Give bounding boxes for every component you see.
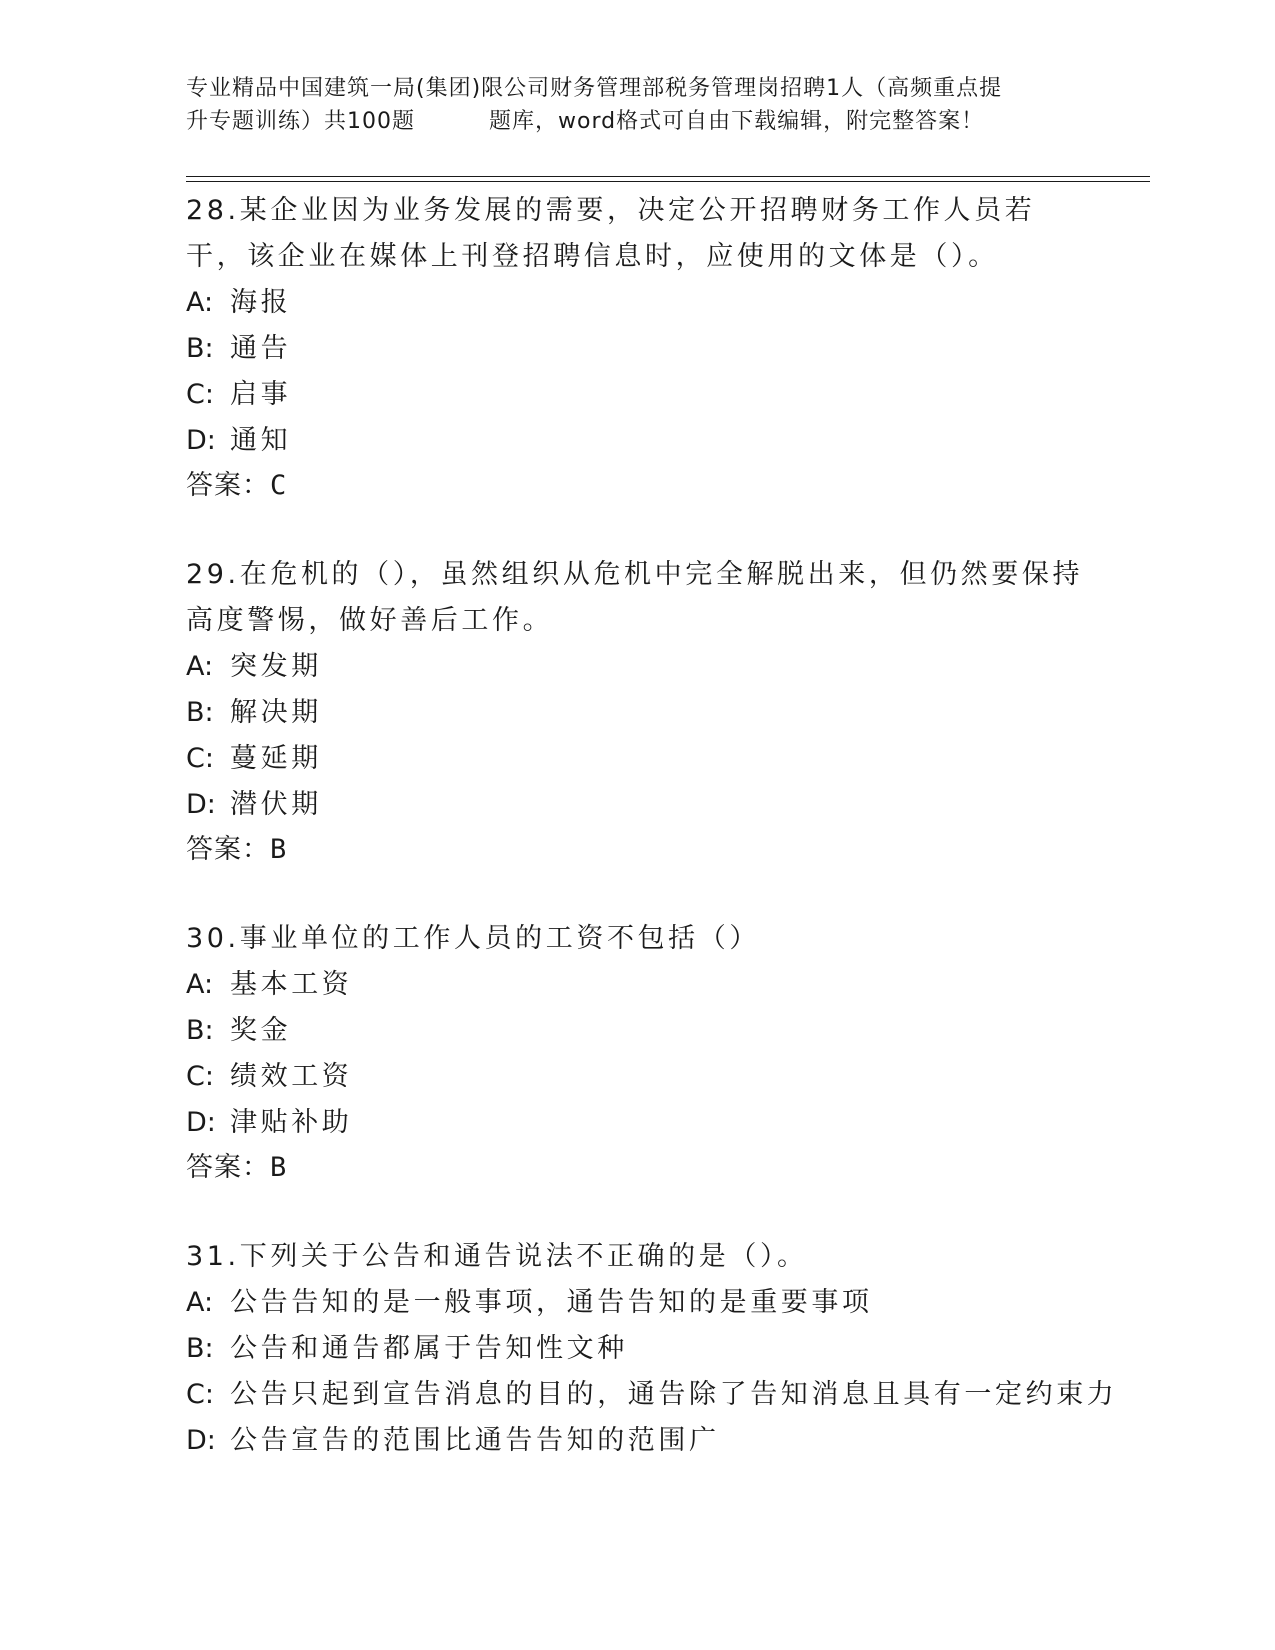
question-text: 某企业因为业务发展的需要，决定公开招聘财务工作人员若干，该企业在媒体上刊登招聘信息时，应使用的文体是（）。 <box>186 195 1036 272</box>
option-letter: A: <box>186 969 214 1000</box>
option-c <box>186 1054 1086 1100</box>
option-letter: D: <box>186 1107 216 1138</box>
option-b <box>186 690 1086 736</box>
option-letter: B: <box>186 1333 214 1364</box>
option-letter: C: <box>186 1061 214 1092</box>
answer-value: C <box>270 470 288 501</box>
question-stem <box>186 1234 1086 1280</box>
header-divider-top <box>186 176 1150 177</box>
header-line-2-right: 题库，word格式可自由下载编辑，附完整答案！ <box>489 109 985 134</box>
question-text: 事业单位的工作人员的工资不包括（） <box>239 923 760 954</box>
question-28 <box>186 188 1086 508</box>
option-letter: C: <box>186 743 214 774</box>
header-divider-bottom <box>186 181 1150 182</box>
option-c <box>186 1372 1118 1418</box>
option-d <box>186 1100 1086 1146</box>
question-number: 30. <box>186 923 240 954</box>
page-header <box>186 72 1086 138</box>
answer-value: B <box>270 834 288 865</box>
question-number: 29. <box>186 559 240 590</box>
question-list <box>186 188 1118 1464</box>
question-number: 31. <box>186 1241 240 1272</box>
option-a <box>186 1280 1086 1326</box>
option-b <box>186 326 1086 372</box>
option-c <box>186 736 1086 782</box>
question-text: 在危机的（），虽然组织从危机中完全解脱出来，但仍然要保持高度警惕，做好善后工作。 <box>186 559 1084 636</box>
option-letter: B: <box>186 697 214 728</box>
option-letter: C: <box>186 379 214 410</box>
option-text: 公告告知的是一般事项，通告告知的是重要事项 <box>230 1287 873 1318</box>
option-letter: D: <box>186 789 216 820</box>
option-text: 突发期 <box>230 651 322 682</box>
option-d <box>186 1418 1086 1464</box>
option-text: 公告和通告都属于告知性文种 <box>230 1333 628 1364</box>
option-text: 公告只起到宣告消息的目的，通告除了告知消息且具有一定约束力 <box>230 1379 1118 1410</box>
answer-label: 答案： <box>186 470 270 501</box>
option-text: 蔓延期 <box>230 743 322 774</box>
option-letter: C: <box>186 1379 214 1410</box>
option-d <box>186 418 1086 464</box>
answer-value: B <box>270 1152 288 1183</box>
option-a <box>186 644 1086 690</box>
option-d <box>186 782 1086 828</box>
option-b <box>186 1326 1086 1372</box>
header-line-2 <box>186 105 1086 138</box>
option-letter: A: <box>186 1287 214 1318</box>
answer-line <box>186 828 1086 872</box>
option-text: 通告 <box>230 333 292 364</box>
answer-label: 答案： <box>186 1152 270 1183</box>
answer-line <box>186 464 1086 508</box>
header-line-1: 专业精品中国建筑一局(集团)限公司财务管理部税务管理岗招聘1人（高频重点提 <box>186 76 1003 101</box>
option-text: 绩效工资 <box>230 1061 353 1092</box>
option-letter: A: <box>186 651 214 682</box>
question-stem <box>186 552 1086 644</box>
option-a <box>186 962 1086 1008</box>
option-letter: B: <box>186 1015 214 1046</box>
option-text: 津贴补助 <box>230 1107 353 1138</box>
option-text: 基本工资 <box>230 969 353 1000</box>
option-text: 解决期 <box>230 697 322 728</box>
option-a <box>186 280 1086 326</box>
option-text: 潜伏期 <box>230 789 322 820</box>
header-line-2-left: 升专题训练）共100题 <box>186 109 415 134</box>
question-30 <box>186 916 1086 1190</box>
option-text: 启事 <box>230 379 292 410</box>
question-31 <box>186 1234 1118 1464</box>
question-number: 28. <box>186 195 240 226</box>
option-letter: D: <box>186 425 216 456</box>
option-letter: B: <box>186 333 214 364</box>
option-b <box>186 1008 1086 1054</box>
answer-label: 答案： <box>186 834 270 865</box>
question-text: 下列关于公告和通告说法不正确的是（）。 <box>239 1241 808 1272</box>
option-letter: A: <box>186 287 214 318</box>
question-stem <box>186 916 1086 962</box>
question-29 <box>186 552 1086 872</box>
option-text: 海报 <box>230 287 292 318</box>
option-letter: D: <box>186 1425 216 1456</box>
option-text: 通知 <box>230 425 292 456</box>
answer-line <box>186 1146 1086 1190</box>
question-stem <box>186 188 1086 280</box>
option-text: 奖金 <box>230 1015 292 1046</box>
option-c <box>186 372 1086 418</box>
option-text: 公告宣告的范围比通告告知的范围广 <box>230 1425 720 1456</box>
